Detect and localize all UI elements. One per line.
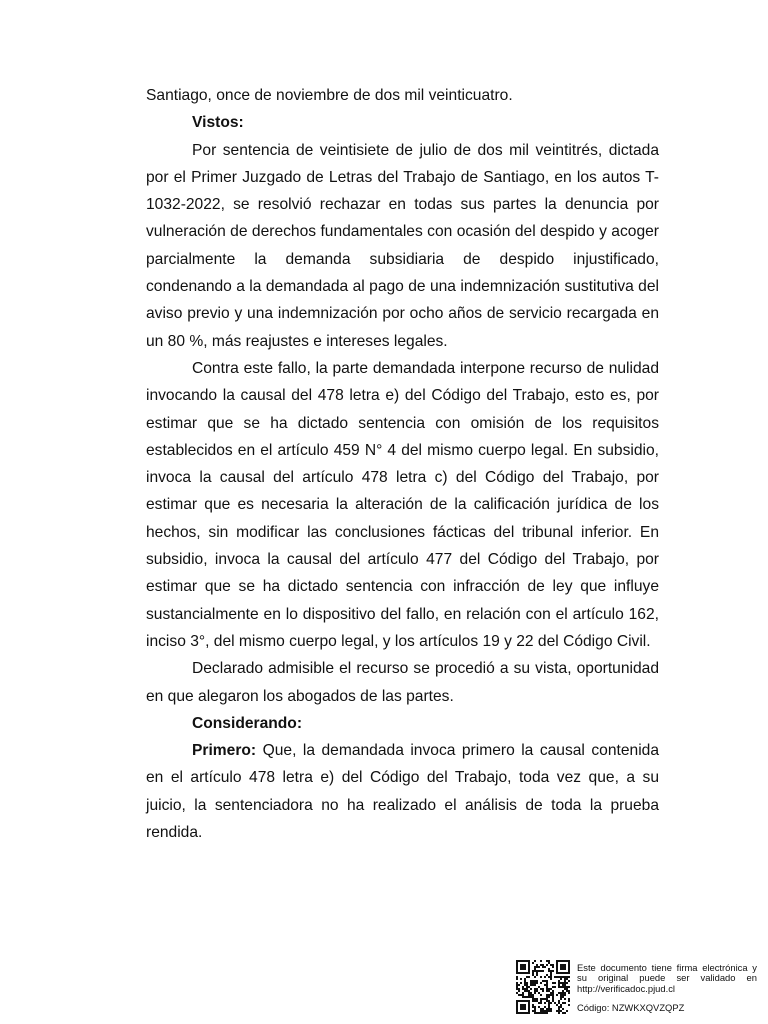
signature-notice: Este documento tiene firma electrónica y su original puede ser validado en http://verificadoc.pjud.cl: [577, 962, 757, 994]
signature-footer: [516, 960, 758, 1016]
qr-code-icon[interactable]: [516, 960, 570, 1014]
paragraph-recurso: Contra este fallo, la parte demandada interpone recurso de nulidad invocando la causal del 478 letra e) del Código del Trabajo, esto es, por estimar que se ha dictado sentencia con omisión de los requisitos establecidos en el artículo 459 N° 4 del mismo cuerpo legal. En subsidio, invoca la causal del artículo 478 letra c) del Código del Trabajo, por estimar que es necesaria la alteración de la calificación jurídica de los hechos, sin modificar las conclusiones fácticas del tribunal inferior. En subsidio, invoca la causal del artículo 477 del Código del Trabajo, por estimar que se ha dictado sentencia con infracción de ley que influye sustancialmente en lo dispositivo del fallo, en relación con el artículo 162, inciso 3°, del mismo cuerpo legal, y los artículos 19 y 22 del Código Civil.: [146, 359, 659, 650]
vistos-heading: Vistos:: [192, 114, 244, 132]
primero-text: Que, la demandada invoca primero la causal contenida en el artículo 478 letra e) del Código del Trabajo, toda vez que, a su juicio, la sentenciadora no ha realizado el análisis de toda la prueba rendida.: [146, 742, 659, 842]
considerando-heading: Considerando:: [192, 714, 303, 732]
paragraph-admisible: Declarado admisible el recurso se procedió a su vista, oportunidad en que alegaron los abogados de las partes.: [146, 660, 659, 705]
date-line: Santiago, once de noviembre de dos mil veinticuatro.: [146, 87, 513, 104]
primero-label: Primero:: [192, 742, 257, 760]
verification-code: Código: NZWKXQVZQPZ: [577, 1002, 685, 1013]
paragraph-primero: [146, 737, 659, 846]
document-body: [146, 82, 659, 846]
paragraph-sentencia: Por sentencia de veintisiete de julio de dos mil veintitrés, dictada por el Primer Juzgado de Letras del Trabajo de Santiago, en los autos T-1032-2022, se resolvió rechazar en todas sus partes la denuncia por vulneración de derechos fundamentales con ocasión del despido y acoger parcialmente la demanda subsidiaria de despido injustificado, condenando a la demandada al pago de una indemnización sustitutiva del aviso previo y una indemnización por ocho años de servicio recargada en un 80 %, más reajustes e intereses legales.: [146, 141, 659, 350]
